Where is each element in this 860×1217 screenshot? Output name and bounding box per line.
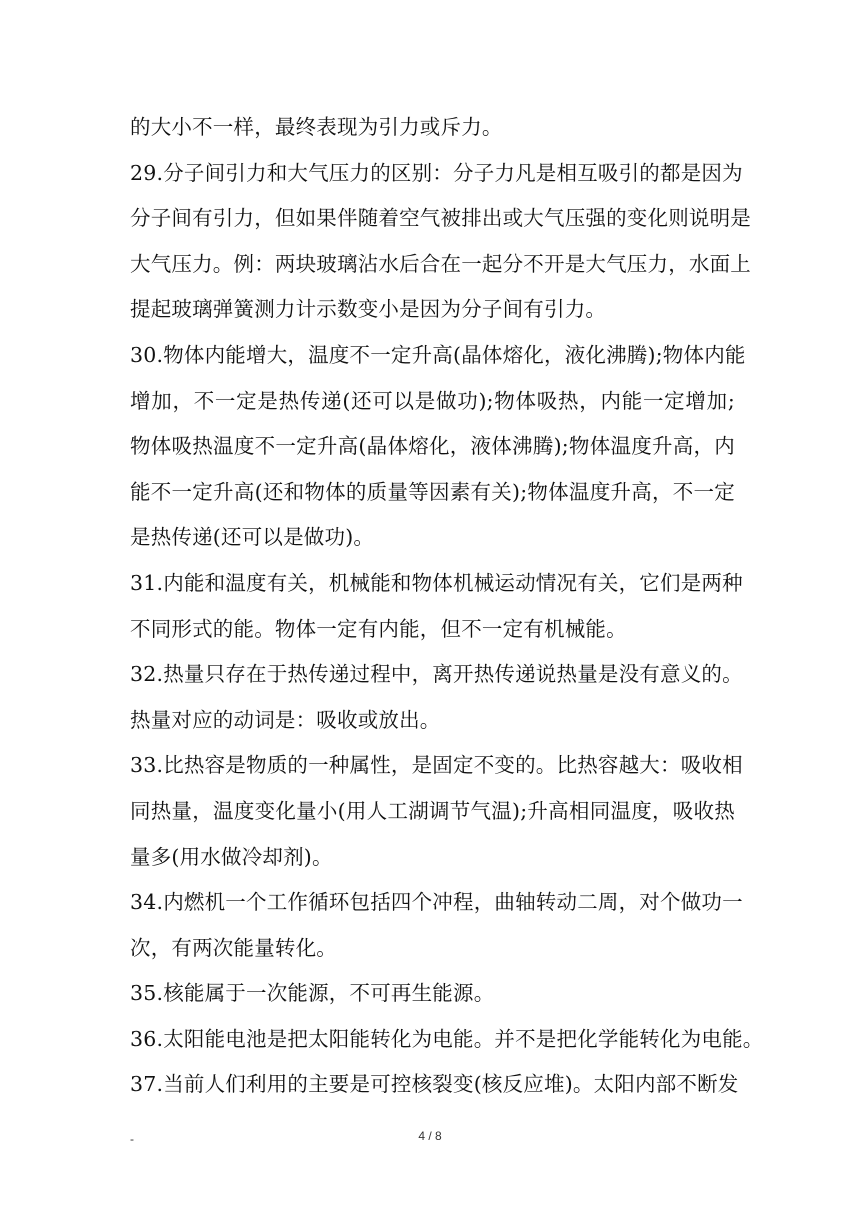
text-line: 提起玻璃弹簧测力计示数变小是因为分子间有引力。	[130, 297, 607, 322]
text-line: 29.分子间引力和大气压力的区别：分子力凡是相互吸引的都是因为	[130, 160, 743, 185]
text-line: 34.内燃机一个工作循环包括四个冲程，曲轴转动二周，对个做功一	[130, 890, 743, 915]
text-line: 37.当前人们利用的主要是可控核裂变(核反应堆)。太阳内部不断发	[130, 1072, 739, 1097]
footer-dash: -	[130, 1132, 134, 1146]
text-line: 31.内能和温度有关，机械能和物体机械运动情况有关，它们是两种	[130, 570, 743, 595]
text-line: 的大小不一样，最终表现为引力或斥力。	[130, 115, 503, 139]
text-line: 35.核能属于一次能源，不可再生能源。	[130, 981, 495, 1006]
text-line: 量多(用水做冷却剂)。	[130, 844, 333, 869]
text-line: 大气压力。例：两块玻璃沾水后合在一起分不开是大气压力，水面上	[130, 251, 751, 276]
body-text	[130, 105, 764, 1108]
text-line: 增加，不一定是热传递(还可以是做功);物体吸热，内能一定增加;	[130, 388, 735, 413]
text-line: 是热传递(还可以是做功)。	[130, 525, 375, 550]
text-line: 同热量，温度变化量小(用人工湖调节气温);升高相同温度，吸收热	[130, 798, 735, 823]
text-line: 33.比热容是物质的一种属性，是固定不变的。比热容越大：吸收相	[130, 753, 743, 778]
text-line: 热量对应的动词是：吸收或放出。	[130, 707, 441, 732]
text-line: 32.热量只存在于热传递过程中，离开热传递说热量是没有意义的。	[130, 662, 743, 687]
text-line: 30.物体内能增大，温度不一定升高(晶体熔化，液化沸腾);物体内能	[130, 342, 746, 367]
page-number: 4 / 8	[418, 1129, 442, 1143]
text-line: 物体吸热温度不一定升高(晶体熔化，液体沸腾);物体温度升高，内	[130, 434, 735, 459]
text-line: 不同形式的能。物体一定有内能，但不一定有机械能。	[130, 616, 627, 641]
text-line: 36.太阳能电池是把太阳能转化为电能。并不是把化学能转化为电能。	[130, 1026, 764, 1051]
text-line: 次，有两次能量转化。	[130, 935, 337, 960]
text-line: 分子间有引力，但如果伴随着空气被排出或大气压强的变化则说明是	[130, 206, 751, 231]
text-line: 能不一定升高(还和物体的质量等因素有关);物体温度升高，不一定	[130, 479, 735, 504]
